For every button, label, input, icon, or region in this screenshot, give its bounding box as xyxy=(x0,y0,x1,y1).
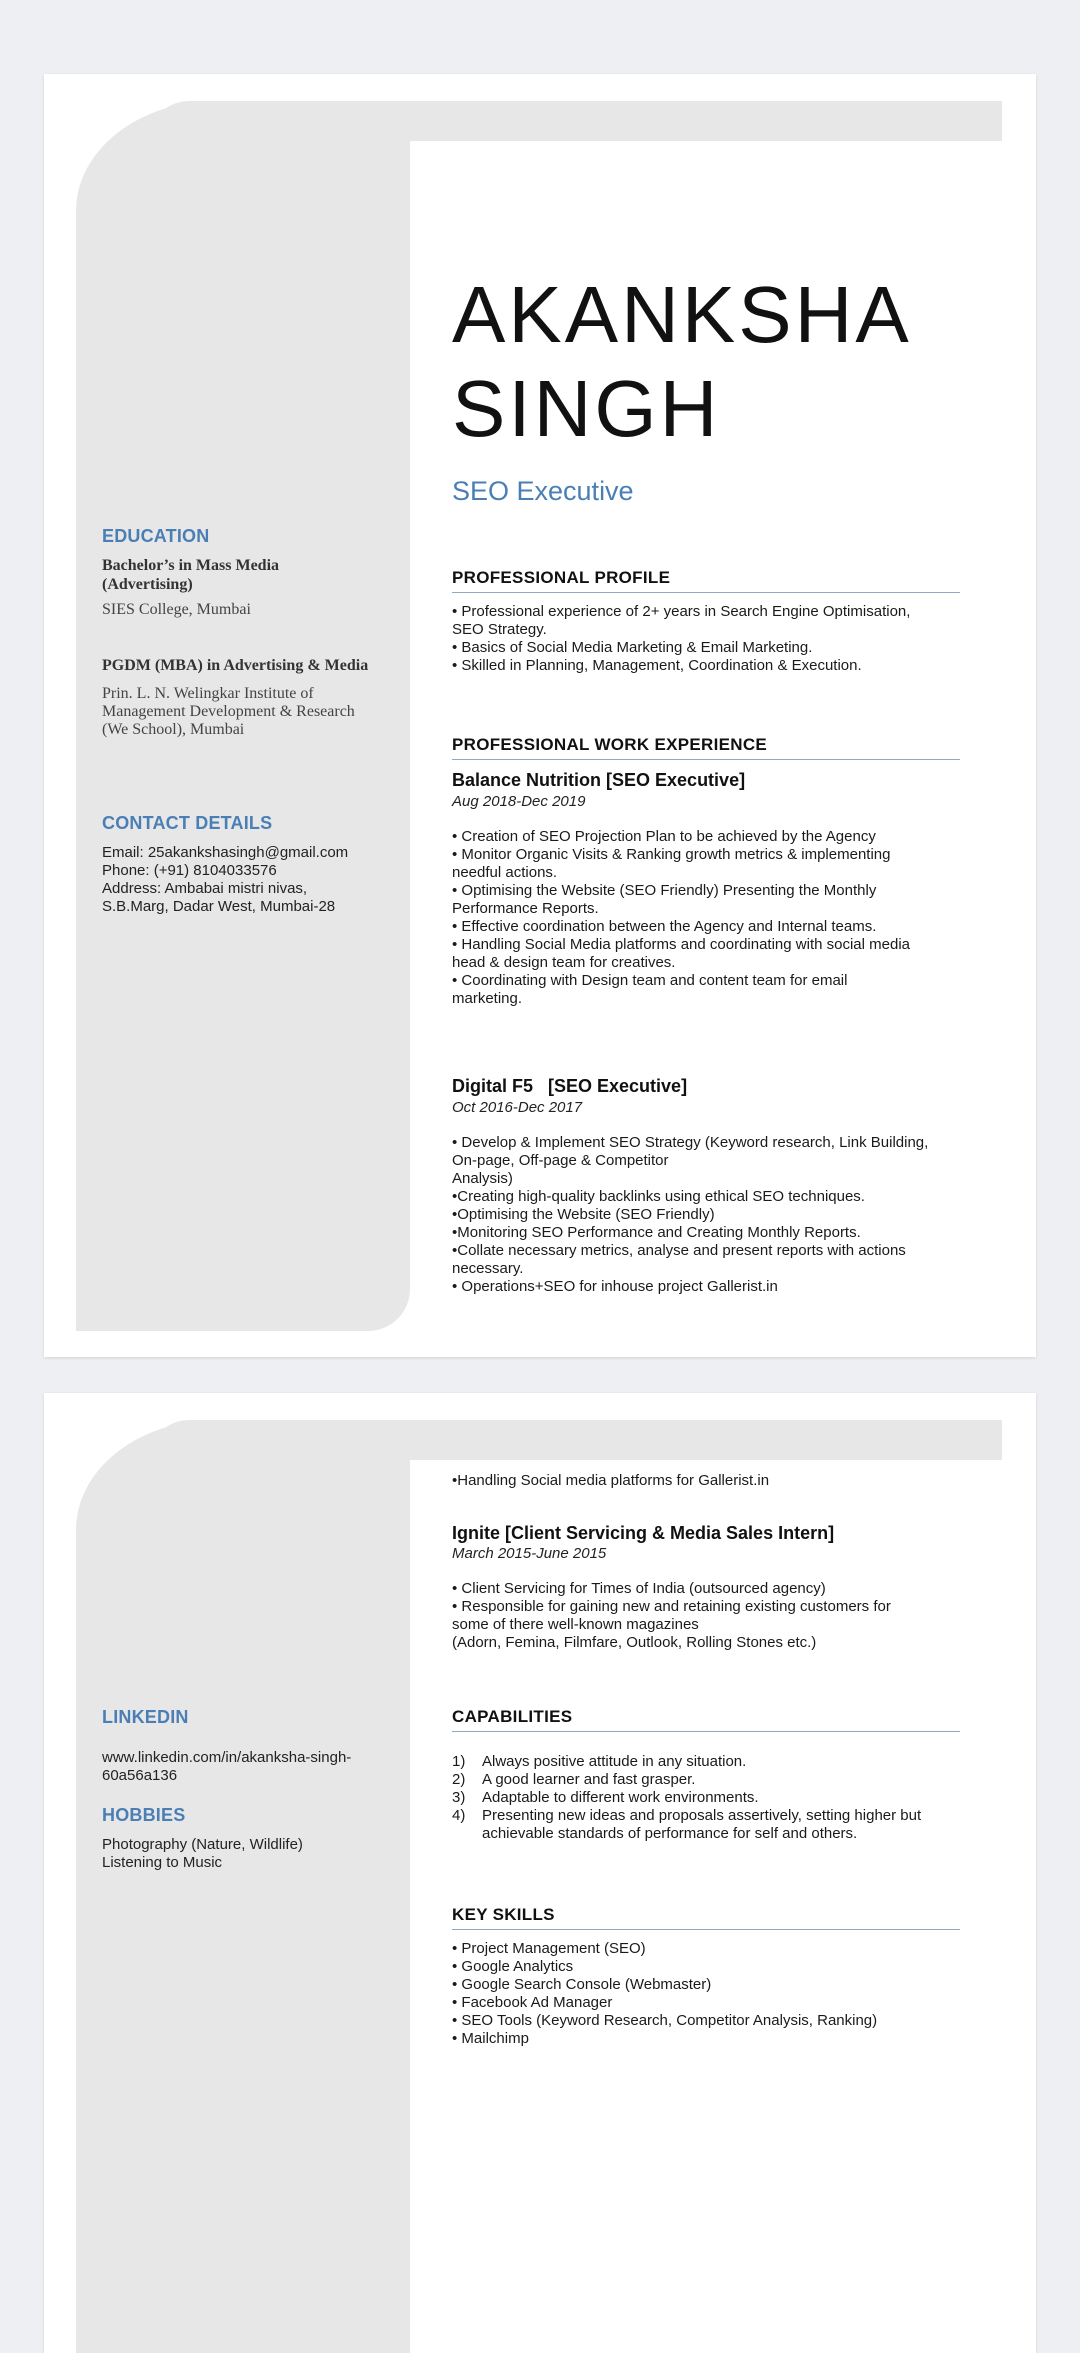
capability-item xyxy=(452,1771,962,1789)
capability-text: Adaptable to different work environments. xyxy=(482,1789,759,1806)
job-1-line: Performance Reports. xyxy=(452,900,599,917)
capability-num: 3) xyxy=(452,1789,466,1806)
contact-address-line-1: Address: Ambabai mistri nivas, xyxy=(102,880,308,897)
professional-profile-heading: PROFESSIONAL PROFILE xyxy=(452,568,960,593)
hobby-item: Listening to Music xyxy=(102,1854,223,1871)
capabilities-heading: CAPABILITIES xyxy=(452,1707,960,1732)
job-2-line: •Optimising the Website (SEO Friendly) xyxy=(452,1206,715,1223)
job-1-line: marketing. xyxy=(452,990,523,1007)
job-2-line: •Monitoring SEO Performance and Creating Monthly Reports. xyxy=(452,1224,861,1241)
hobby-item: Photography (Nature, Wildlife) xyxy=(102,1836,303,1853)
contact-heading: CONTACT DETAILS xyxy=(102,813,273,833)
job-title: SEO Executive xyxy=(452,476,634,506)
job-1-title: Balance Nutrition [SEO Executive] xyxy=(452,770,746,790)
degree-1 xyxy=(102,556,279,594)
job-1-line: needful actions. xyxy=(452,864,558,881)
skill-item: • SEO Tools (Keyword Research, Competitor Analysis, Ranking) xyxy=(452,2012,878,2029)
school-1: SIES College, Mumbai xyxy=(102,601,251,618)
skill-item: • Google Analytics xyxy=(452,1958,574,1975)
skill-item: • Google Search Console (Webmaster) xyxy=(452,1976,712,1993)
linkedin-heading: LINKEDIN xyxy=(102,1707,189,1727)
job-3-line: • Responsible for gaining new and retaining existing customers for xyxy=(452,1598,891,1615)
sidebar-panel xyxy=(76,1420,410,2353)
job-3-dates: March 2015-June 2015 xyxy=(452,1545,607,1562)
job-2-line: On-page, Off-page & Competitor xyxy=(452,1152,669,1169)
job-1-line: • Coordinating with Design team and content team for email xyxy=(452,972,848,989)
job-1-line: • Effective coordination between the Agency and Internal teams. xyxy=(452,918,877,935)
professional-profile-text xyxy=(452,603,962,675)
capability-item xyxy=(452,1753,962,1771)
job-2-continued xyxy=(452,1472,962,1490)
job-2-line: •Creating high-quality backlinks using ethical SEO techniques. xyxy=(452,1188,865,1205)
linkedin-url-line-2: 60a56a136 xyxy=(102,1767,178,1784)
job-1-line: • Creation of SEO Projection Plan to be achieved by the Agency xyxy=(452,828,876,845)
contact-email: Email: 25akankshasingh@gmail.com xyxy=(102,844,349,861)
degree-1-line-2: (Advertising) xyxy=(102,576,193,593)
school-2-line-2: Management Development & Research xyxy=(102,703,355,720)
job-1-description xyxy=(452,828,962,1008)
job-3-line: some of there well-known magazines xyxy=(452,1616,699,1633)
job-2-line: • Develop & Implement SEO Strategy (Keyword research, Link Building, xyxy=(452,1134,929,1151)
job-2-description xyxy=(452,1134,962,1296)
skill-item: • Facebook Ad Manager xyxy=(452,1994,613,2011)
profile-line: • Basics of Social Media Marketing & Email Marketing. xyxy=(452,639,813,656)
linkedin-url-line-1: www.linkedin.com/in/akanksha-singh- xyxy=(102,1749,352,1766)
profile-line: • Skilled in Planning, Management, Coordination & Execution. xyxy=(452,657,862,674)
school-2-line-1: Prin. L. N. Welingkar Institute of xyxy=(102,685,314,702)
capabilities-list xyxy=(452,1753,962,1843)
capability-num: 4) xyxy=(452,1807,466,1824)
resume-page-1 xyxy=(44,74,1036,1357)
school-2 xyxy=(102,685,355,739)
hobbies-heading: HOBBIES xyxy=(102,1805,186,1825)
skill-item: • Project Management (SEO) xyxy=(452,1940,646,1957)
degree-2: PGDM (MBA) in Advertising & Media xyxy=(102,657,369,674)
capability-item xyxy=(452,1807,962,1843)
capability-item xyxy=(452,1789,962,1807)
job-2-title: Digital F5 [SEO Executive] xyxy=(452,1076,688,1096)
capability-num: 1) xyxy=(452,1753,466,1770)
job-2-line: necessary. xyxy=(452,1260,524,1277)
job-1-line: • Optimising the Website (SEO Friendly) Presenting the Monthly xyxy=(452,882,877,899)
job-3-title: Ignite [Client Servicing & Media Sales Intern] xyxy=(452,1523,835,1543)
name-last: SINGH xyxy=(452,364,721,453)
job-1-line: • Handling Social Media platforms and coordinating with social media xyxy=(452,936,910,953)
job-2-line: • Operations+SEO for inhouse project Gallerist.in xyxy=(452,1278,778,1295)
job-2-line: •Collate necessary metrics, analyse and present reports with actions xyxy=(452,1242,906,1259)
degree-1-line-1: Bachelor’s in Mass Media xyxy=(102,557,280,574)
education-heading: EDUCATION xyxy=(102,526,210,546)
contact-address-line-2: S.B.Marg, Dadar West, Mumbai-28 xyxy=(102,898,336,915)
skill-item: • Mailchimp xyxy=(452,2030,529,2047)
job-3-line: (Adorn, Femina, Filmfare, Outlook, Rolling Stones etc.) xyxy=(452,1634,817,1651)
profile-line: SEO Strategy. xyxy=(452,621,547,638)
job-3-description xyxy=(452,1580,962,1652)
contact-phone: Phone: (+91) 8104033576 xyxy=(102,862,277,879)
work-experience-heading: PROFESSIONAL WORK EXPERIENCE xyxy=(452,735,960,760)
job-1-line: head & design team for creatives. xyxy=(452,954,676,971)
job-1-line: • Monitor Organic Visits & Ranking growth metrics & implementing xyxy=(452,846,891,863)
capability-text: Always positive attitude in any situation. xyxy=(482,1753,747,1770)
job-2-line: •Handling Social media platforms for Gallerist.in xyxy=(452,1472,770,1489)
job-2-line: Analysis) xyxy=(452,1170,513,1187)
job-2-dates: Oct 2016-Dec 2017 xyxy=(452,1099,583,1116)
name-first: AKANKSHA xyxy=(452,270,912,359)
job-1-dates: Aug 2018-Dec 2019 xyxy=(452,793,586,810)
capability-text: A good learner and fast grasper. xyxy=(482,1771,696,1788)
key-skills-list xyxy=(452,1940,962,2048)
job-3-line: • Client Servicing for Times of India (outsourced agency) xyxy=(452,1580,826,1597)
contact-details xyxy=(102,844,348,916)
capability-text: Presenting new ideas and proposals assertively, setting higher but achievable standards of performance for self and others. xyxy=(482,1807,922,1842)
capability-num: 2) xyxy=(452,1771,466,1788)
key-skills-heading: KEY SKILLS xyxy=(452,1905,960,1930)
linkedin-url[interactable] xyxy=(102,1749,351,1785)
school-2-line-3: (We School), Mumbai xyxy=(102,721,245,738)
hobbies-list xyxy=(102,1836,303,1872)
resume-page-2 xyxy=(44,1393,1036,2353)
profile-line: • Professional experience of 2+ years in Search Engine Optimisation, xyxy=(452,603,911,620)
